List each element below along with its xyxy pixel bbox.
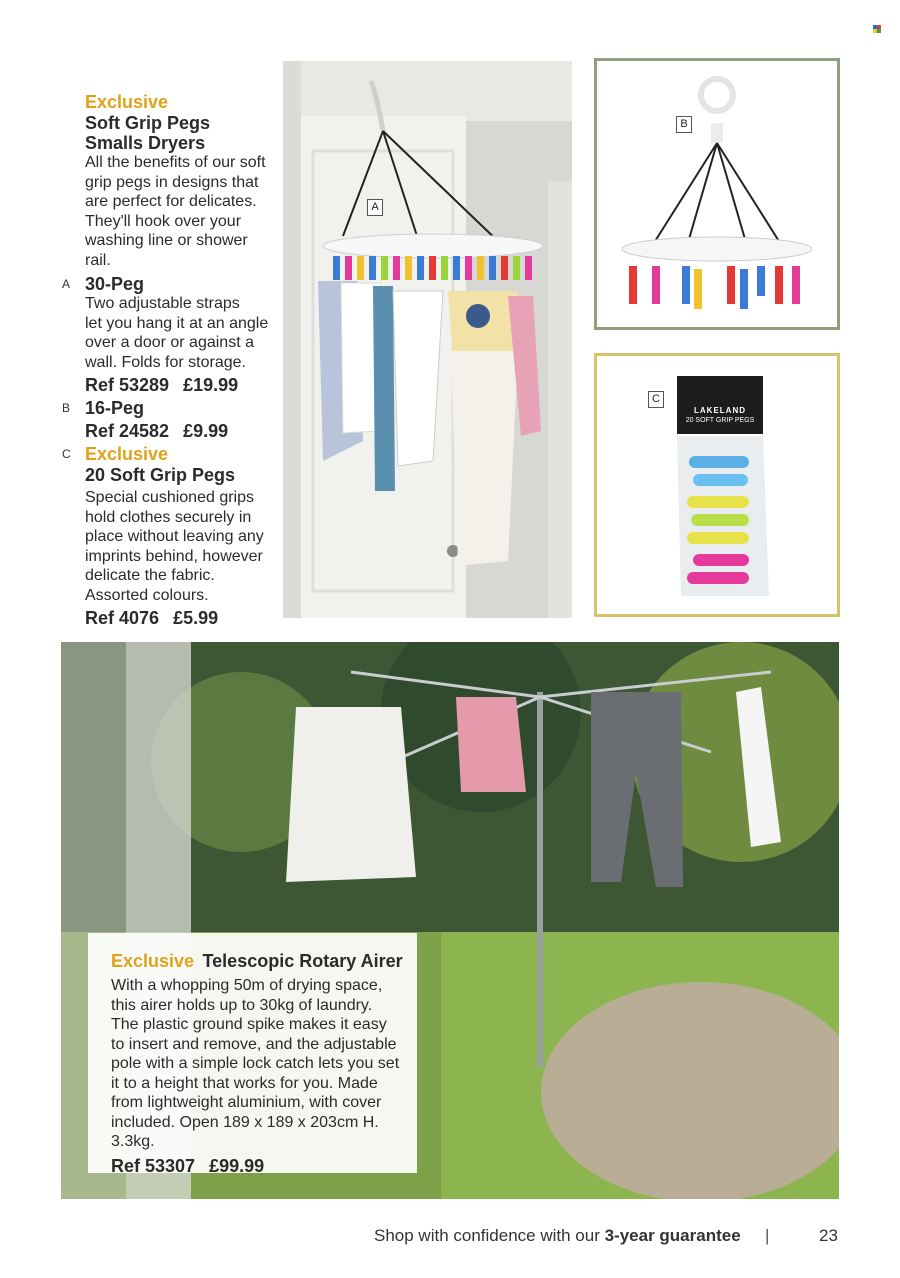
photo-tag-b: B [676, 116, 692, 133]
section-title-line-2: Smalls Dryers [85, 133, 206, 153]
product-description: Two adjustable straps let you hang it at an angle over a door or against a wall. Folds for storage. [85, 295, 269, 371]
rotary-title: Telescopic Rotary Airer [202, 951, 403, 971]
pack-text: 20 SOFT GRIP PEGS [685, 417, 755, 424]
photo-30-peg-dryer [283, 61, 572, 618]
item-letter-c: C [62, 447, 71, 461]
guarantee-tagline: Shop with confidence with our 3-year guarantee [374, 1226, 741, 1245]
corner-mark [873, 25, 881, 33]
rotary-description: With a whopping 50m of drying space, this airer holds up to 30kg of laundry. The plastic ground spike makes it easy to insert and remove, and the adjustable pole with a simple lock catch lets you set it to a height that works for you. Made from lightweight aluminium, with cover included. Open 189 x 189 x 203cm H. 3.3kg. [111, 977, 400, 1150]
rotary-airer-info-box [88, 933, 417, 1176]
rotary-ref-price: Ref 53307 £99.99 [111, 1155, 265, 1176]
product-30-peg [62, 274, 277, 396]
product-ref-price: Ref 53289 £19.99 [85, 375, 239, 395]
product-name: 20 Soft Grip Pegs [85, 465, 236, 485]
exclusive-label: Exclusive [85, 444, 169, 464]
photo-20-soft-grip-pegs [594, 353, 840, 617]
photo-tag-a: A [367, 199, 383, 216]
peg-pack-illustration [597, 356, 837, 614]
section-title-line-1: Soft Grip Pegs [85, 113, 211, 133]
rotary-heading [111, 951, 417, 973]
photo-16-peg-dryer [594, 58, 840, 330]
photo-tag-c: C [648, 391, 664, 408]
peg-dryer-illustration [597, 61, 837, 327]
product-name: 30-Peg [85, 274, 145, 294]
item-letter-a: A [62, 277, 71, 291]
product-name: 16-Peg [85, 398, 145, 418]
product-text-column [62, 92, 277, 629]
product-ref-price: Ref 24582 £9.99 [85, 421, 229, 441]
pack-label [677, 406, 763, 424]
product-ref-price: Ref 4076 £5.99 [85, 608, 219, 628]
page-footer [0, 1226, 900, 1248]
item-letter-b: B [62, 401, 71, 415]
exclusive-label: Exclusive [85, 92, 169, 112]
page-number: 23 [819, 1226, 838, 1245]
product-description: Special cushioned grips hold clothes securely in place without leaving any imprints behind, however delicate the fabric. Assorted colours. [85, 489, 264, 604]
pack-brand: LAKELAND [694, 406, 746, 415]
door-scene-illustration [283, 61, 572, 618]
product-20-soft-grip-pegs [62, 444, 277, 629]
product-16-peg [62, 398, 277, 442]
footer-separator: | [765, 1226, 770, 1245]
exclusive-label: Exclusive [111, 951, 195, 971]
section-description: All the benefits of our soft grip pegs in designs that are perfect for delicates. They'll hook over your washing line or shower rail. [85, 154, 266, 269]
